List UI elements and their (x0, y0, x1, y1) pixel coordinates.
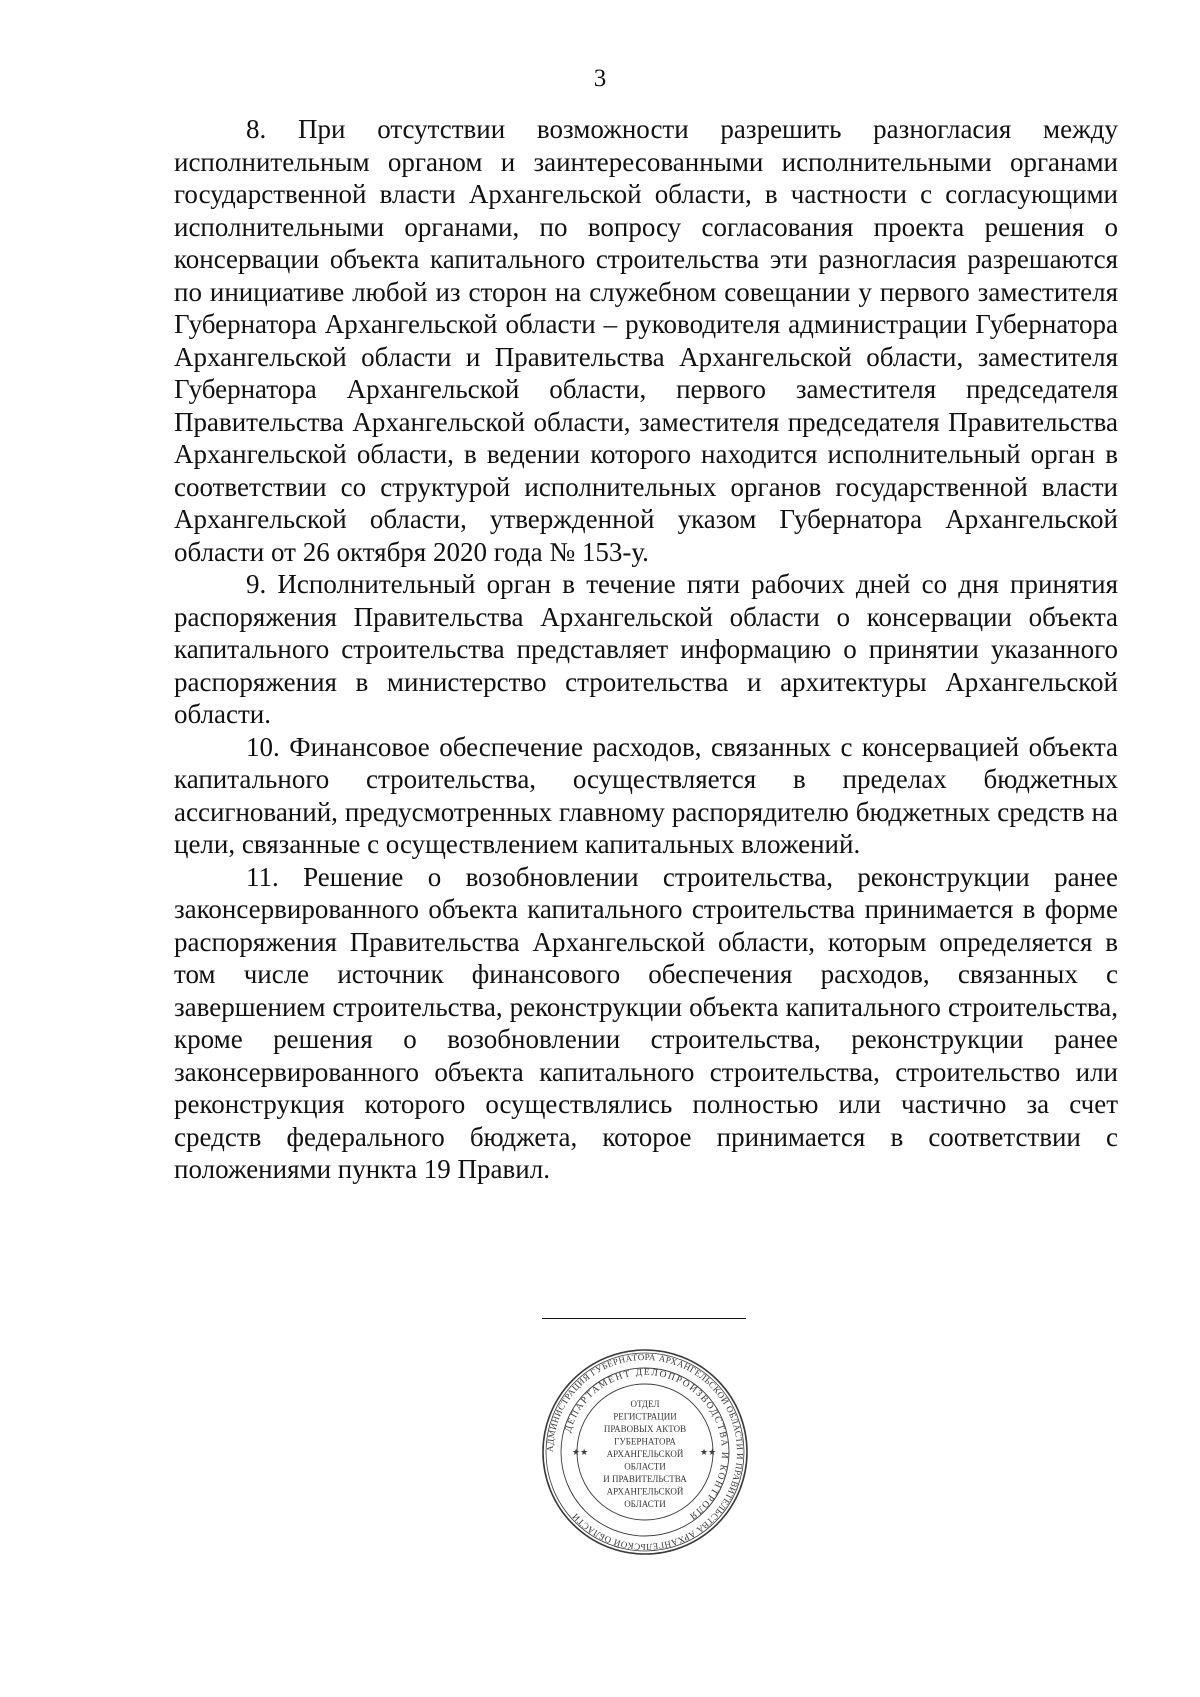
stamp-star-right: ★★ (700, 1447, 717, 1457)
end-of-text-rule (542, 1318, 746, 1319)
stamp-center-line: И ПРАВИТЕЛЬСТВА (603, 1474, 687, 1484)
stamp-center-line: АРХАНГЕЛЬСКОЙ (606, 1486, 684, 1497)
paragraph-10: 10. Финансовое обеспечение расходов, связанных с консервацией объекта капитального строительства, осуществляется в пределах бюджетных ассигнований, предусмотренных главному распорядителю бюджетных средств на цели, связанные с осуществлением капитальных вложений. (174, 731, 1118, 859)
stamp-star-left: ★★ (572, 1447, 589, 1457)
page-number: 3 (593, 65, 607, 92)
stamp-center-line: ПРАВОВЫХ АКТОВ (603, 1424, 687, 1434)
paragraph-8: 8. При отсутствии возможности разрешить разногласия между исполнительным органом и заинтересованными исполнительными органами государственной власти Архангельской области, в частности с согласующими исполнительными органами, по вопросу согласования проекта решения о консервации объекта капитального строительства эти разногласия разрешаются по инициативе любой из сторон на служебном совещании у первого заместителя Губернатора Архангельской области – руководителя администрации Губернатора Архангельской области и Правительства Архангельской области, заместителя Губернатора Архангельской области, первого заместителя председателя Правительства Архангельской области, заместителя председателя Правительства Архангельской области, в ведении которого находится исполнительный орган в соответствии со структурой исполнительных органов государственной власти Архангельской области, утвержденной указом Губернатора Архангельской области от 26 октября 2020 года № 153-у. (174, 114, 1118, 567)
stamp-inner-ring-text: ДЕПАРТАМЕНТ ДЕЛОПРОИЗВОДСТВА И КОНТРОЛЯ (563, 1367, 730, 1522)
paragraph-11: 11. Решение о возобновлении строительства, реконструкции ранее законсервированного объекта капитального строительства принимается в форме распоряжения Правительства Архангельской области, которым определяется в том числе источник финансового обеспечения расходов, связанных с завершением строительства, реконструкции объекта капитального строительства, кроме решения о возобновлении строительства, реконструкции ранее законсервированного объекта капитального строительства, строительство или реконструкция которого осуществлялись полностью или частично за счет средств федерального бюджета, которое принимается в соответствии с положениями пункта 19 Правил. (174, 861, 1118, 1184)
stamp-center-line: ГУБЕРНАТОРА (614, 1436, 676, 1447)
stamp-center-line: РЕГИСТРАЦИИ (613, 1411, 677, 1422)
stamp-center-line: ОТДЕЛ (630, 1399, 660, 1409)
stamp-center-line: ОБЛАСТИ (624, 1499, 666, 1509)
registration-stamp (540, 1347, 750, 1557)
stamp-center-line: АРХАНГЕЛЬСКОЙ (606, 1449, 684, 1459)
stamp-center-line: ОБЛАСТИ (624, 1461, 666, 1472)
stamp-seal-graphic (540, 1347, 750, 1557)
stamp-outer-ring-text: АДМИНИСТРАЦИЯ ГУБЕРНАТОРА АРХАНГЕЛЬСКОЙ ОБЛАСТИ И ПРАВИТЕЛЬСТВА АРХАНГЕЛЬСКОЙ ОБЛАСТИ (544, 1351, 746, 1553)
paragraph-9: 9. Исполнительный орган в течение пяти рабочих дней со дня принятия распоряжения Правительства Архангельской области о консервации объекта капитального строительства представляет информацию о принятии указанного распоряжения в министерство строительства и архитектуры Архангельской области. (174, 569, 1118, 729)
document-body (174, 113, 1118, 1186)
stamp-center-text (603, 1399, 687, 1509)
